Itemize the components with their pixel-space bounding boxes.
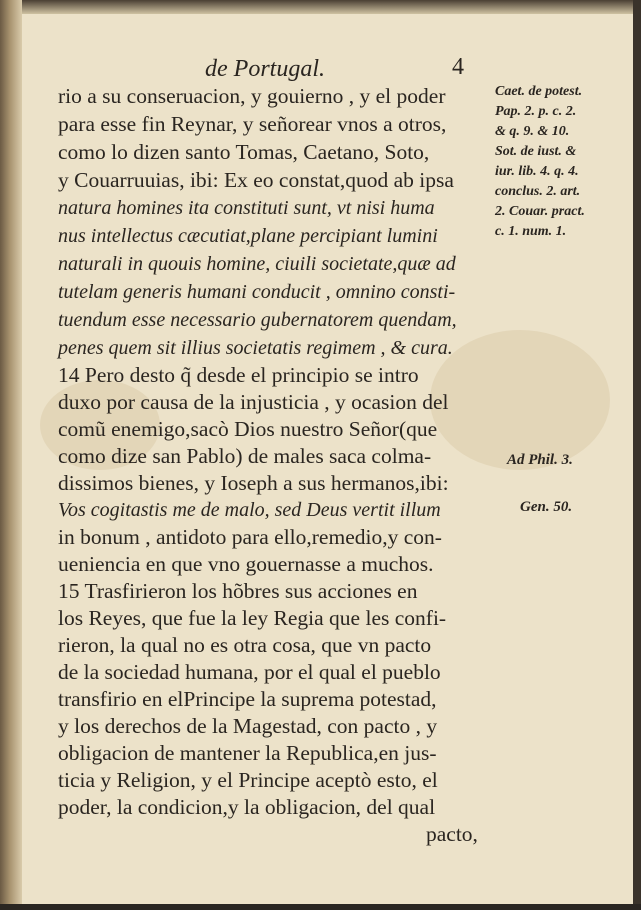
text-line: y los derechos de la Magestad, con pacto , y bbox=[58, 714, 438, 738]
text-line: comũ enemigo,sacò Dios nuestro Señor(que bbox=[58, 417, 438, 441]
text-line: duxo por causa de la injusticia , y ocasion del bbox=[58, 390, 449, 414]
margin-note: Sot. de iust. & bbox=[495, 144, 577, 159]
page-top-edge bbox=[0, 0, 641, 14]
text-line: para esse fin Reynar, y señorear vnos a otros, bbox=[58, 112, 447, 136]
text-line: penes quem sit illius societatis regimem , & cura. bbox=[58, 337, 453, 359]
page-gutter bbox=[0, 0, 22, 910]
text-line: tuendum esse necessario gubernatorem quendam, bbox=[58, 309, 457, 331]
margin-note: Pap. 2. p. c. 2. bbox=[495, 104, 577, 119]
text-line: de la sociedad humana, por el qual el pueblo bbox=[58, 660, 441, 684]
margin-note: Caet. de potest. bbox=[495, 84, 583, 99]
margin-note: c. 1. num. 1. bbox=[495, 224, 567, 239]
text-line: los Reyes, que fue la ley Regia que les confi- bbox=[58, 606, 447, 630]
text-line: ueniencia en que vno gouernasse a muchos. bbox=[58, 552, 434, 576]
margin-note: conclus. 2. art. bbox=[495, 184, 581, 199]
text-line: 15 Trasfirieron los hõbres sus acciones en bbox=[58, 579, 418, 603]
text-line: naturali in quouis homine, ciuili societate,quæ ad bbox=[58, 253, 456, 275]
text-line: natura homines ita constituti sunt, vt nisi huma bbox=[58, 197, 435, 219]
text-line: Vos cogitastis me de malo, sed Deus vertit illum bbox=[58, 499, 441, 521]
paper-stain bbox=[430, 330, 610, 470]
margin-note: & q. 9. & 10. bbox=[495, 124, 570, 139]
text-line: 14 Pero desto q̃ desde el principio se intro bbox=[58, 363, 419, 387]
margin-note: iur. lib. 4. q. 4. bbox=[495, 164, 579, 179]
text-line: rio a su conseruacion, y gouierno , y el poder bbox=[58, 84, 446, 108]
text-line: dissimos bienes, y Ioseph a sus hermanos,ibi: bbox=[58, 471, 449, 495]
margin-note: Gen. 50. bbox=[520, 499, 573, 515]
text-line: rieron, la qual no es otra cosa, que vn pacto bbox=[58, 633, 432, 657]
running-header: de Portugal. bbox=[205, 56, 325, 82]
text-line: pacto, bbox=[426, 822, 478, 846]
margin-note: 2. Couar. pract. bbox=[495, 204, 585, 219]
text-line: transfirio en elPrincipe la suprema potestad, bbox=[58, 687, 437, 711]
text-line: como lo dizen santo Tomas, Caetano, Soto, bbox=[58, 140, 430, 164]
text-line: ticia y Religion, y el Principe aceptò esto, el bbox=[58, 768, 438, 792]
page-number: 4 bbox=[452, 54, 464, 80]
margin-note: Ad Phil. 3. bbox=[507, 452, 573, 468]
text-line: nus intellectus cæcutiat,plane percipiant lumini bbox=[58, 225, 438, 247]
page-bottom-edge bbox=[0, 904, 641, 910]
text-line: como dize san Pablo) de males saca colma- bbox=[58, 444, 432, 468]
text-line: y Couarruuias, ibi: Ex eo constat,quod ab ipsa bbox=[58, 168, 454, 192]
text-line: poder, la condicion,y la obligacion, del qual bbox=[58, 795, 436, 819]
text-line: tutelam generis humani conducit , omnino consti- bbox=[58, 281, 456, 303]
text-line: in bonum , antidoto para ello,remedio,y con- bbox=[58, 525, 442, 549]
text-line: obligacion de mantener la Republica,en jus- bbox=[58, 741, 437, 765]
page-right-edge bbox=[633, 0, 641, 910]
